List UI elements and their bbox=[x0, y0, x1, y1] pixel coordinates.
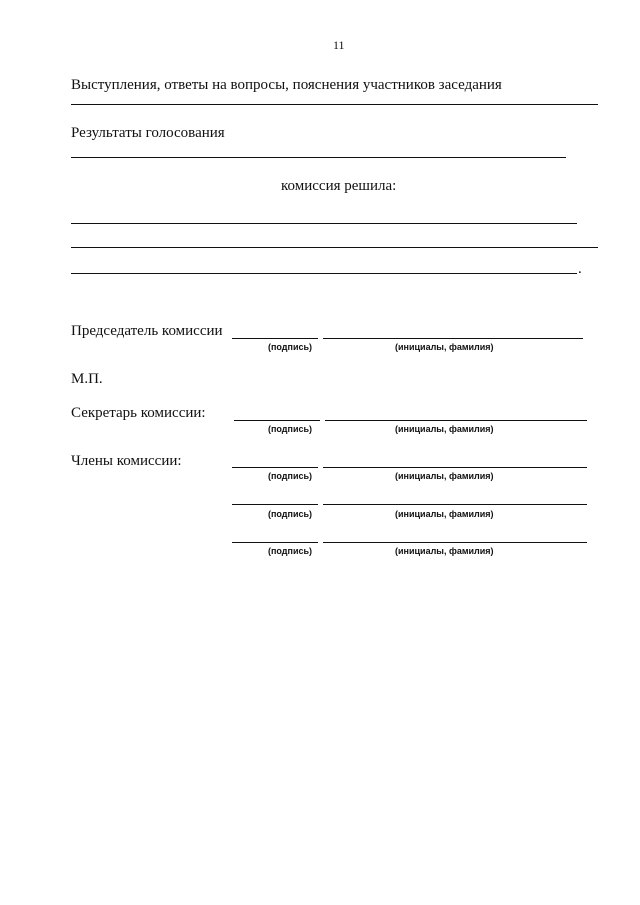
decision-line-1 bbox=[71, 223, 577, 224]
members-label: Члены комиссии: bbox=[71, 453, 182, 469]
member-3-name-line bbox=[323, 542, 587, 543]
secretary-signature-caption: (подпись) bbox=[268, 424, 313, 434]
secretary-name-caption: (инициалы, фамилия) bbox=[395, 424, 494, 434]
chairman-label: Председатель комиссии bbox=[71, 323, 223, 339]
page-number: 11 bbox=[333, 38, 345, 52]
secretary-name-line bbox=[325, 420, 587, 421]
decision-heading: комиссия решила: bbox=[281, 178, 397, 194]
voting-heading: Результаты голосования bbox=[71, 125, 225, 141]
member-3-signature-line bbox=[232, 542, 318, 543]
member-1-name-line bbox=[323, 467, 587, 468]
member-1-signature-line bbox=[232, 467, 318, 468]
stamp-label: М.П. bbox=[71, 371, 103, 387]
member-2-signature-caption: (подпись) bbox=[268, 509, 313, 519]
member-2-name-caption: (инициалы, фамилия) bbox=[395, 509, 494, 519]
chairman-name-line bbox=[323, 338, 583, 339]
secretary-signature-line bbox=[234, 420, 320, 421]
member-2-name-line bbox=[323, 504, 587, 505]
decision-line-3 bbox=[71, 273, 577, 274]
chairman-name-caption: (инициалы, фамилия) bbox=[395, 342, 494, 352]
member-1-signature-caption: (подпись) bbox=[268, 471, 313, 481]
secretary-label: Секретарь комиссии: bbox=[71, 405, 206, 421]
chairman-signature-line bbox=[232, 338, 318, 339]
speeches-line bbox=[71, 104, 598, 105]
decision-line-2 bbox=[71, 247, 598, 248]
member-3-name-caption: (инициалы, фамилия) bbox=[395, 546, 494, 556]
speeches-heading: Выступления, ответы на вопросы, пояснения участников заседания bbox=[71, 77, 502, 93]
member-2-signature-line bbox=[232, 504, 318, 505]
chairman-signature-caption: (подпись) bbox=[268, 342, 313, 352]
member-3-signature-caption: (подпись) bbox=[268, 546, 313, 556]
voting-line bbox=[71, 157, 566, 158]
member-1-name-caption: (инициалы, фамилия) bbox=[395, 471, 494, 481]
decision-end-mark: . bbox=[578, 261, 582, 277]
